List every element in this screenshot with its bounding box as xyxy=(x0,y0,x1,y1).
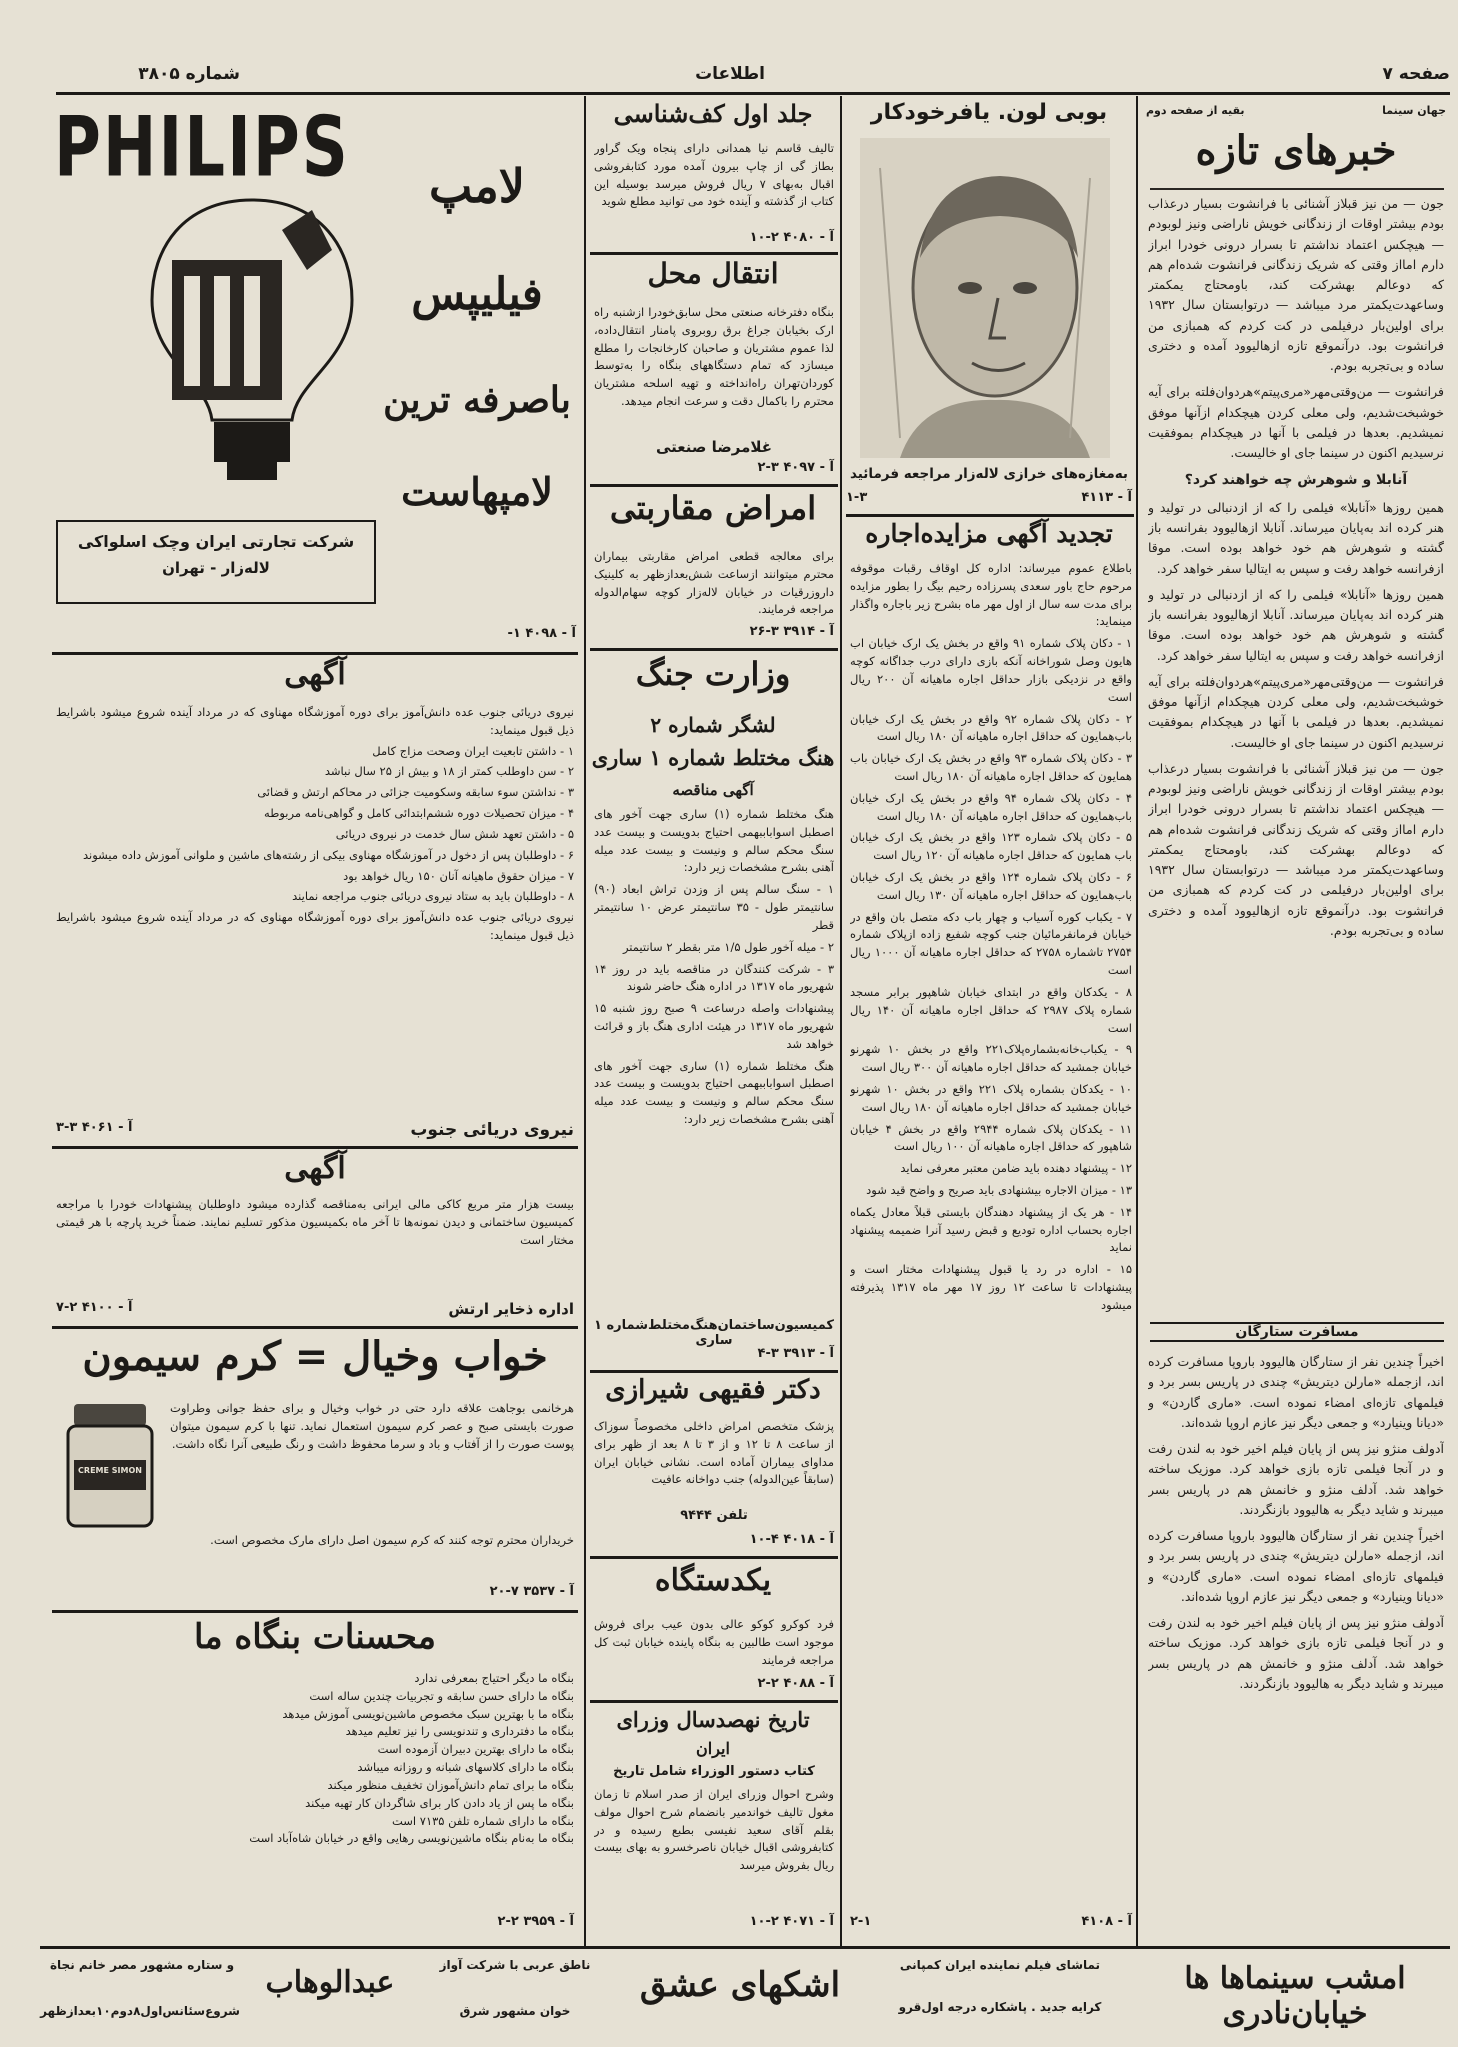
cinema-subtitle: تماشای فیلم نماینده ایران کمپانی xyxy=(899,1958,1101,1972)
auction-intro: باطلاع عموم میرساند: اداره کل اوقاف رقبات موقوفه مرحوم حاج باور سعدی پسرزاده رحیم بیگ را بطور مزایده برای مدت سه سال از اول مهر ماه بشرح زیر باجاره واگذار مینماید: xyxy=(850,561,1132,629)
pen-ad-title: بوبی لون. یافرخودکار xyxy=(870,100,1108,125)
ad-code: آ - ۴۱۱۳ xyxy=(1081,490,1132,505)
war-signature: کمیسیون‌ساختمان‌هنگ‌مختلط‌شماره ۱ ساری xyxy=(594,1318,834,1348)
ad-code: آ - ۴۰۸۰ ۲-۱۰ xyxy=(749,230,834,245)
school-item: بنگاه ما دارای شماره تلفن ۷۱۳۵ است xyxy=(391,1813,574,1828)
portrait-illustration xyxy=(860,138,1110,458)
school-item: بنگاه ما دفترداری و تندنویسی را نیز تعلیم میدهد xyxy=(345,1724,574,1739)
relocation-body: بنگاه دفترخانه صنعتی محل سابق‌خودرا ازشنبه راه ارک بخیابان جراغ برق روبروی پامنار انتقال‌داده، لذا عموم مشتریان و صاحبان کارخانجات را مطلع میسازد که تمام دستگاههای بنگاه را به‌توسط کوردان‌تهران راه‌انداخته و تهیه اسلحه مشتریان محترم را باکمال دقت و سرعت انجام میدهد. xyxy=(594,305,834,409)
company-name: شرکت تجارتی ایران وچک اسلواکی xyxy=(77,532,355,551)
auction-item: ۱۱ - یکدکان پلاک شماره ۲۹۴۴ واقع در بخش ۴ خیابان شاهپور که حداقل اجاره ماهیانه آن ۱۰۰ ریال است xyxy=(850,1121,1132,1154)
lamp-word: لامپ xyxy=(428,159,526,213)
notice-headline: آگهی xyxy=(284,1151,346,1186)
column-divider xyxy=(1136,96,1138,1946)
rule xyxy=(590,484,838,487)
auction-headline: تجدید آگهی مزایده‌اجاره xyxy=(865,519,1113,548)
school-list xyxy=(56,1670,574,1910)
cream-jar-icon xyxy=(60,1400,160,1530)
footer-rule xyxy=(40,1946,1450,1949)
continuation-note: بقیه از صفحه دوم xyxy=(1146,104,1245,117)
school-item: بنگاه ما دارای کلاسهای شبانه و روزانه میباشد xyxy=(357,1760,574,1775)
auction-body xyxy=(850,560,1132,1880)
car-headline: یکدستگاه xyxy=(654,1563,772,1598)
rule xyxy=(52,1326,578,1329)
notice-signature: نیروی دریائی جنوب xyxy=(410,1120,574,1140)
auction-item: ۶ - دکان پلاک شماره ۱۲۴ واقع در بخش یک ارک خیابان باب‌همایون که حداقل اجاره ماهیانه آن ۱۳۰ ریال است xyxy=(850,870,1132,902)
newspaper-name: اطلاعات xyxy=(695,64,765,84)
rule xyxy=(52,1146,578,1149)
company-address: لاله‌زار - تهران xyxy=(162,559,270,577)
rule xyxy=(846,514,1134,517)
war-item: ۲ - میله آخور طول ۱/۵ متر بقطر ۲ سانتیمتر xyxy=(622,939,834,954)
war-body xyxy=(594,806,834,1316)
notice-intro: نیروی دریائی جنوب عده دانش‌آموز برای دوره آموزشگاه مهناوی که در مرداد آینده شروع میشود باشرایط ذیل قبول مینماید: xyxy=(56,705,574,737)
war-item: ۱ - سنگ سالم پس از وزدن تراش ابعاد (۹۰) سانتیمتر طول - ۳۵ سانتیمتر عرض ۱۰ سانتیمتر قطر xyxy=(594,882,834,932)
rule xyxy=(590,1370,838,1373)
cream-body: هرخانمی بوجاهت علاقه دارد حتی در خواب وخیال و برای حفظ جوانی وطراوت صورت بایستی صبح و عصر کرم سیمون استعمال نماید. تنها با کرم سیمون میتوان پوست صورت را از آفتاب و باد و سرما محفوظ داشت و رنگ طبیعی آنرا نگاه داشت. xyxy=(170,1401,574,1451)
cream-jar xyxy=(60,1400,160,1530)
ad-code-row xyxy=(56,1120,574,1140)
school-headline: محسنات بنگاه ما xyxy=(193,1617,437,1657)
ad-code-row xyxy=(846,490,1132,505)
notice-intro: نیروی دریائی جنوب عده دانش‌آموز برای دوره آموزشگاه مهناوی که در مرداد آینده شروع میشود باشرایط ذیل قبول مینماید: xyxy=(56,910,574,942)
auction-item: ۲ - دکان پلاک شماره ۹۲ واقع در بخش یک ارک خیابان باب‌همایون که حداقل اجاره ماهیانه آن ۱۸۰ ریال است xyxy=(850,711,1132,744)
column-divider xyxy=(840,96,842,1946)
tender-label: آگهی مناقصه xyxy=(672,781,754,799)
ad-code: آ - ۳۹۵۹ ۲-۲ xyxy=(497,1914,574,1929)
news-paragraph: همین روزها «آنابلا» فیلمی را که از ازدنبالی در تولید و هنر کرده اند به‌پایان میرساند. آنابلا ازهالیوود بفرانسه باز گشته و شوهرش هم خود خواهد بوده است. موقا ازفرانسه خواهد رفت و سپس به ایتالیا سفر خواهد کرد. xyxy=(1148,586,1444,663)
auction-item: ۱۰ - یکدکان بشماره پلاک ۲۲۱ واقع در بخش ۱۰ شهرنو خیابان جمشید که حداقل اجاره ماهیانه آن ۱۸۰ ریال است xyxy=(850,1081,1132,1114)
rule xyxy=(590,1556,838,1559)
doctor-headline: دکتر فقیهی شیرازی xyxy=(605,1375,821,1405)
news-paragraph: فرانشوت — من‌وقتی‌مهر‌«مری‌پیتم»‌هردوان‌فلته برای آیه خوشبخت‌شدیم، ولی معلی کردن هیچکدام ازآنها موفق نمیشدیم. بعدها در فیلمی با آنها در هیچکدام بموفقیت نرسیدیم اکنون در سینما جای او خالیست. xyxy=(1148,384,1444,460)
disease-body: برای معالجه قطعی امراض مقاربتی بیماران محترم میتوانند ازساعت شش‌بعدازظهر به کلینیک داروزرقیات در خیابان لاله‌زار کوچه سهام‌الدوله مراجعه فرمایند. xyxy=(594,549,834,617)
rule xyxy=(590,252,838,255)
pen-ad-caption: به‌مغازه‌های خرازی لاله‌زار مراجعه فرمائید xyxy=(850,466,1128,482)
school-item: بنگاه ما دارای حسن سابقه و تجربیات چندین ساله است xyxy=(309,1688,574,1703)
war-paragraph: هنگ مختلط شماره (۱) ساری جهت آخور های اصطبل اسواباببهمی احتیاج بدویست و بیست عدد سنگ محکم سالم و ونیست و بیست عدد میله آهنی بشرح مشخصات زیر دارد: xyxy=(594,1058,834,1126)
section-tag xyxy=(1146,104,1446,124)
war-ministry-headline: وزارت جنگ xyxy=(635,655,791,693)
ad-code: آ - ۴۰۶۱ ۳-۳ xyxy=(56,1120,133,1135)
war-item: پیشنهادات واصله درساعت ۹ صبح روز شنبه ۱۵ شهریور ماه ۱۳۱۷ در هیئت اداری هنگ باز و قرائت خواهد شد xyxy=(594,1001,834,1051)
ad-code: آ - ۴۰۹۷ ۳-۲ xyxy=(757,460,834,475)
rule xyxy=(1150,188,1444,190)
pen-portrait xyxy=(860,138,1110,458)
auction-item: ۸ - یکدکان واقع در ابتدای خیابان شاهپور برابر مسجد شماره پلاک ۲۹۸۷ که حداقل اجاره ماهیانه آن ۱۴۰ ریال است xyxy=(850,984,1132,1035)
film-subtitle: ناطق عربی با شرکت آواز xyxy=(439,1958,591,1972)
notice-item: ۵ - داشتن تعهد شش سال خدمت در نیروی دریائی xyxy=(335,826,574,841)
war-subheading: لشگر شماره ۲ xyxy=(650,713,776,737)
news-paragraph: جون — من نیز قبلاز آشنائی با فرانشوت بسیار درعذاب بودم بیشتر اوقات از زندگانی خویش ناراضی ونیز لوبودم — هیچکس اعتماد نداشتم تا بسرار درونی خودرا ابراز دارم امااز وقتی که شریک زندگانی فرانشوت شده‌ام هم که دوعالم بهشرکت کند، باومحتاج یمکمتر وساعهدت‌یکمتر مرد میباشد — درتوابستان سال ۱۹۳۲ برای اولین‌بار درفیلمی در کت کردم که همبازی من فرانشوت بود. درآنموقع تازه ازهالیوود آمده و دختری ساده و بی‌تجربه بودم. xyxy=(1148,760,1444,938)
section-tag-label: جهان سینما xyxy=(1382,104,1446,117)
war-item: ۳ - شرکت کنندگان در مناقصه باید در روز ۱۴ شهریور ماه ۱۳۱۷ در اداره هنگ حاضر شوند xyxy=(594,961,834,994)
ad-code-row xyxy=(850,1914,1132,1929)
notice-item: ۳ - نداشتن سوء سابقه وسکومیت جزائی در محاکم ارتش و قضائی xyxy=(257,785,574,800)
disease-headline: امراض مقاربتی xyxy=(609,489,817,527)
singer-subtitle: خوان مشهور شرق xyxy=(459,2004,571,2018)
page-number: صفحه ۷ xyxy=(1382,64,1450,84)
ad-code: آ - ۴۰۹۸ ۱- xyxy=(507,626,576,641)
ad-code: آ - ۴۰۷۱ ۲-۱۰ xyxy=(749,1914,834,1929)
history-subheading: ایران xyxy=(696,1739,730,1758)
travel-body xyxy=(1148,1352,1444,1922)
philips-ad xyxy=(52,100,576,620)
cinema-banner xyxy=(40,1952,1450,2038)
philips-logo: PHILIPS xyxy=(54,100,350,197)
news-subheading: آنابلا و شوهرش چه خواهند کرد؟ xyxy=(1184,472,1408,489)
army-notice-body: بیست هزار متر مربع کاکی مالی ایرانی به‌مناقصه گذارده میشود داوطلبان پیشنهادات خودرا با مراجعه کمیسیون ساختمانی و دیدن نمونه‌ها تا آخر ماه بکمیسیون مذکور تسلیم نمایند. ضمناً خرید پارچه با هر قیمتی مختار است xyxy=(56,1197,574,1247)
ad-code: ۲-۱ xyxy=(850,1914,872,1929)
auction-item: ۱۴ - هر یک از پیشنهاد دهندگان بایستی قبلاً معادل یکماه اجاره بحساب اداره تودیع و قبض رسید آنرا ضمیمه پیشنهاد نماید xyxy=(850,1204,1132,1255)
cream-jar-label: CREME SIMON xyxy=(78,1466,142,1475)
history-body: وشرح احوال وزرای ایران از صدر اسلام تا زمان مغول تالیف خواندمیر بانضمام شرح احوال مولف بقلم آقای سعید نفیسی بطبع رسیده و در کتابفروشی اقبال خیابان ناصرخسرو به بهای بیست ریال بفروش میرسد xyxy=(594,1787,834,1873)
relocation-headline: انتقال محل xyxy=(647,257,779,290)
auction-item: ۱۲ - پیشنهاد دهنده باید ضامن معتبر معرفی نماید xyxy=(900,1161,1132,1176)
rule xyxy=(590,1700,838,1703)
ad-code: آ - ۴۱۰۸ xyxy=(1081,1914,1132,1929)
news-paragraph: اخیراً چندین نفر از ستارگان هالیوود باروپا مسافرت کرده اند، ازجمله «مارلن دیتریش» چندی در پاریس بسر برد و فیلمهای تازه‌ای امضاء نموده است. «ماری گاردن» و «دیانا وینیارد» و جمعی دیگر نیز عازم اروپا شده‌اند. xyxy=(1148,1528,1444,1604)
palmistry-body: تالیف قاسم نیا همدانی دارای پنجاه ویک گراور بطاز گی از چاپ بیرون آمده مورد کتابفروشی اقبال به‌بهای ۷ ریال فروش میرسد بوسیله این کتاب از گذشته و آینده خود می توانید مطلع شوید xyxy=(594,141,834,209)
notice-item: ۶ - داوطلبان پس از دخول در آموزشگاه مهناوی بیکی از رشته‌های ماشین و ملوانی آموزش داده میشوند xyxy=(82,847,574,862)
doctor-body: پزشک متخصص امراض داخلی مخصوصاً سوزاک از ساعت ۸ تا ۱۲ و از ۳ تا ۸ بعد از ظهر برای مداوای بیماران آماده است. نشانی خیابان ایران (سابقاً عین‌الدوله) جنب دواخانه عافیت xyxy=(594,1419,834,1487)
auction-item: ۱۳ - میزان الاجاره بیشنهادی باید صریح و واضح قید شود xyxy=(866,1183,1132,1197)
war-subheading: هنگ مختلط شماره ۱ ساری xyxy=(591,745,835,770)
header-rule xyxy=(56,92,1450,95)
ad-code-row xyxy=(56,1300,574,1318)
brand-word: فیلیپس xyxy=(411,269,543,320)
singer-name: عبدالوهاب xyxy=(265,1965,395,2000)
school-item: بنگاه ما دارای بهترین دبیران آزموده است xyxy=(377,1742,574,1757)
notice-item: ۸ - داوطلبان باید به ستاد نیروی دریائی جنوب مراجعه نمایند xyxy=(292,889,574,904)
rule xyxy=(52,652,578,655)
seat-info: کرایه جدید . پاشکاره درجه اول‌قرو xyxy=(898,2000,1102,2014)
rule xyxy=(590,648,838,651)
slogan-line: باصرفه ترین xyxy=(383,379,571,421)
news-paragraph: آدولف منژو نیز پس از پایان فیلم اخیر خود به لندن رفت و در آنجا فیلمی تازه بازی خواهد کرد. موزیک ساخته خواهد شد. آدلف منژو و خانمش هم در پاریس بسر میبرند و شاید دیگر به هالیوود بازنگردند. xyxy=(1148,1441,1444,1517)
history-headline: تاریخ نهصدسال وزرای xyxy=(616,1707,810,1732)
school-item: بنگاه ما با بهترین سبک مخصوص ماشین‌نویسی آموزش میدهد xyxy=(282,1706,574,1721)
war-paragraph: هنگ مختلط شماره (۱) ساری جهت آخور های اصطبل اسواباببهمی احتیاج بدویست و بیست عدد سنگ محکم سالم و ونیست و بیست عدد میله آهنی بشرح مشخصات زیر دارد: xyxy=(594,807,834,875)
light-bulb-icon xyxy=(132,190,372,490)
rule xyxy=(52,1610,578,1613)
show-times: شروع‌سئانس‌اول‌۸دوم۱۰‌بعدازظهر xyxy=(40,2004,240,2018)
relocation-signature: غلامرضا صنعتی xyxy=(656,438,772,456)
notice-item: ۲ - سن داوطلب کمتر از ۱۸ و بیش از ۲۵ سال نباشد xyxy=(324,764,574,779)
cinema-name: امشب سینما‌ها ها خیابان‌نادری xyxy=(1184,1961,1406,2031)
film-title: اشکهای عشق xyxy=(639,1965,841,2005)
cream-body-second: خریداران محترم توجه کنند که کرم سیمون اصل دارای مارک مخصوص است. xyxy=(210,1533,574,1547)
news-paragraph: اخیراً چندین نفر از ستارگان هالیوود باروپا مسافرت کرده اند، ازجمله «مارلن دیتریش» چندی در پاریس بسر برد و فیلمهای تازه‌ای امضاء نموده است. «ماری گاردن» و «دیانا وینیارد» و جمعی دیگر نیز عازم اروپا شده‌اند. xyxy=(1148,1354,1444,1430)
news-paragraph: آدولف منژو نیز پس از پایان فیلم اخیر خود به لندن رفت و در آنجا فیلمی تازه بازی خواهد کرد. موزیک ساخته خواهد شد. آدلف منژو و خانمش هم در پاریس بسر میبرند و شاید دیگر به هالیوود بازنگردند. xyxy=(1148,1615,1444,1691)
notice-item: ۴ - میزان تحصیلات دوره ششم‌ابتدائی کامل و گواهی‌نامه مربوطه xyxy=(264,806,574,821)
auction-item: ۷ - یکباب کوره آسیاب و چهار باب دکه متصل بان واقع در خیابان فرمانفرمائیان جنب کوچه شفیع زاده ازپلاک شماره ۲۷۵۴ تاشماره ۲۷۵۸ که حداقل اجاره ماهیانه آن ۱۰۰۰ ریال است xyxy=(850,909,1132,978)
ad-code: آ - ۴۰۱۸ ۴-۱۰ xyxy=(749,1532,834,1547)
auction-item: ۱۵ - اداره در رد یا قبول پیشنهادات مختار است و پیشنهادات تا ساعت ۱۲ روز ۱۷ مهر ماه ۱۳۱۷ پذیرفته میشود xyxy=(850,1262,1132,1312)
slogan-line: لامپهاست xyxy=(401,469,553,514)
auction-item: ۹ - یکباب‌خانه‌بشماره‌پلاک‌۲۲۱ واقع در بخش ۱۰ شهرنو خیابان جمشید که حداقل اجاره ماهیانه آن ۳۰۰ ریال است xyxy=(850,1042,1132,1075)
cream-headline: خواب وخیال = کرم سیمون xyxy=(82,1333,548,1380)
issue-number: شماره ۳۸۰۵ xyxy=(138,64,240,84)
ad-code: آ - ۳۹۱۳ ۳-۴ xyxy=(757,1346,834,1361)
news-paragraph: جون — من نیز قبلاز آشنائی با فرانشوت بسیار درعذاب بودم بیشتر اوقات از زندگانی خویش ناراضی ونیز لوبودم — هیچکس اعتماد نداشتم تا بسرار درونی خودرا ابراز دارم امااز وقتی که شریک زندگانی فرانشوت شده‌ام هم که دوعالم بهشرکت کند، باومحتاج یمکمتر وساعهدت‌یکمتر مرد میباشد — درتوابستان سال ۱۹۳۲ برای اولین‌بار درفیلمی در کت کردم که همبازی من فرانشوت بود. درآنموقع تازه ازهالیوود آمده و دختری ساده و بی‌تجربه بودم. xyxy=(1148,196,1444,373)
notice-signature: اداره ذخایر ارتش xyxy=(448,1300,574,1318)
news-body xyxy=(1148,194,1444,1454)
school-item: بنگاه ما به‌نام بنگاه ماشین‌نویسی رهایی واقع در خیابان شاه‌آباد است xyxy=(249,1831,574,1846)
ad-code: آ - ۴۱۰۰ ۲-۷ xyxy=(56,1300,133,1315)
notice-headline: آگهی xyxy=(284,657,346,692)
news-paragraph: فرانشوت — من‌وقتی‌مهر‌«مری‌پیتم»‌هردوان‌فلته برای آیه خوشبخت‌شدیم، ولی معلی کردن هیچکدام ازآنها موفق نمیشدیم. بعدها در فیلمی با آنها در هیچکدام بموفقیت نرسیدیم اکنون در سینما جای او خالیست. xyxy=(1148,673,1444,750)
company-box xyxy=(56,520,376,604)
school-item: بنگاه ما پس از یاد دادن کار برای شاگردان کار تهیه میکند xyxy=(305,1795,574,1810)
school-item: بنگاه ما دیگر احتیاج بمعرفی ندارد xyxy=(414,1671,574,1685)
news-paragraph: همین روزها «آنابلا» فیلمی را که از ازدنبالی در تولید و هنر کرده اند به‌پایان میرساند. آنابلا ازهالیوود بفرانسه باز گشته و شوهرش هم خود خواهد بوده است. موقا ازفرانسه خواهد رفت و سپس به ایتالیا سفر خواهد کرد. xyxy=(1148,499,1444,576)
history-book-title: کتاب دستور الوزراء شامل تاریخ xyxy=(613,1764,815,1779)
auction-item: ۱ - دکان پلاک شماره ۹۱ واقع در بخش یک ارک خیابان اب هایون وصل شوراخانه آنکه بازی دارای درب جداگانه کوچه واقع در نزدیکی بازار حداقل اجاره ماهیانه آن ۲۰۰ ریال است xyxy=(850,636,1132,704)
palmistry-headline: جلد اول کف‌شناسی xyxy=(613,99,813,128)
car-body: فرد کوکرو کوکو عالی بدون عیب برای فروش موجود است طالبین به بنگاه پاینده خیابان ثبت کل مراجعه فرمایند xyxy=(594,1617,834,1667)
ad-code: آ - ۳۵۳۷ ۷-۲۰ xyxy=(489,1584,574,1599)
ad-code: آ - ۳۹۱۴ ۳-۲۶ xyxy=(749,624,834,639)
travel-subhead: مسافرت ستارگان xyxy=(1150,1322,1444,1342)
ad-code: ۱-۳ xyxy=(846,490,868,505)
notice-item: ۱ - داشتن تابعیت ایران وصحت مزاج کامل xyxy=(372,743,574,758)
news-headline: خبرهای تازه xyxy=(1195,127,1397,174)
star-info: و ستاره مشهور مصر خانم نجاة xyxy=(49,1958,235,1972)
doctor-phone: تلفن ۹۴۴۴ xyxy=(680,1508,748,1523)
column-divider xyxy=(584,96,586,1946)
ad-code: آ - ۴۰۸۸ ۲-۲ xyxy=(757,1676,834,1691)
auction-item: ۵ - دکان پلاک شماره ۱۲۳ واقع در بخش یک ارک خیابان باب همایون که حداقل اجاره ماهیانه آن ۱۲۰ ریال است xyxy=(850,830,1132,863)
auction-item: ۴ - دکان پلاک شماره ۹۴ واقع در بخش یک ارک خیابان باب‌همایون که حداقل اجاره ماهیانه آن ۱۸۰ ریال است xyxy=(850,790,1132,823)
auction-item: ۳ - دکان پلاک شماره ۹۳ واقع در بخش یک ارک خیابان باب همایون که حداقل اجاره ماهیانه آن ۱۸۰ ریال است xyxy=(850,751,1132,783)
navy-notice-body xyxy=(56,704,574,1124)
notice-item: ۷ - میزان حقوق ماهیانه آنان ۱۵۰ ریال خواهد بود xyxy=(343,868,574,883)
school-item: بنگاه ما برای تمام دانش‌آموزان تخفیف منظور میکند xyxy=(327,1777,574,1792)
